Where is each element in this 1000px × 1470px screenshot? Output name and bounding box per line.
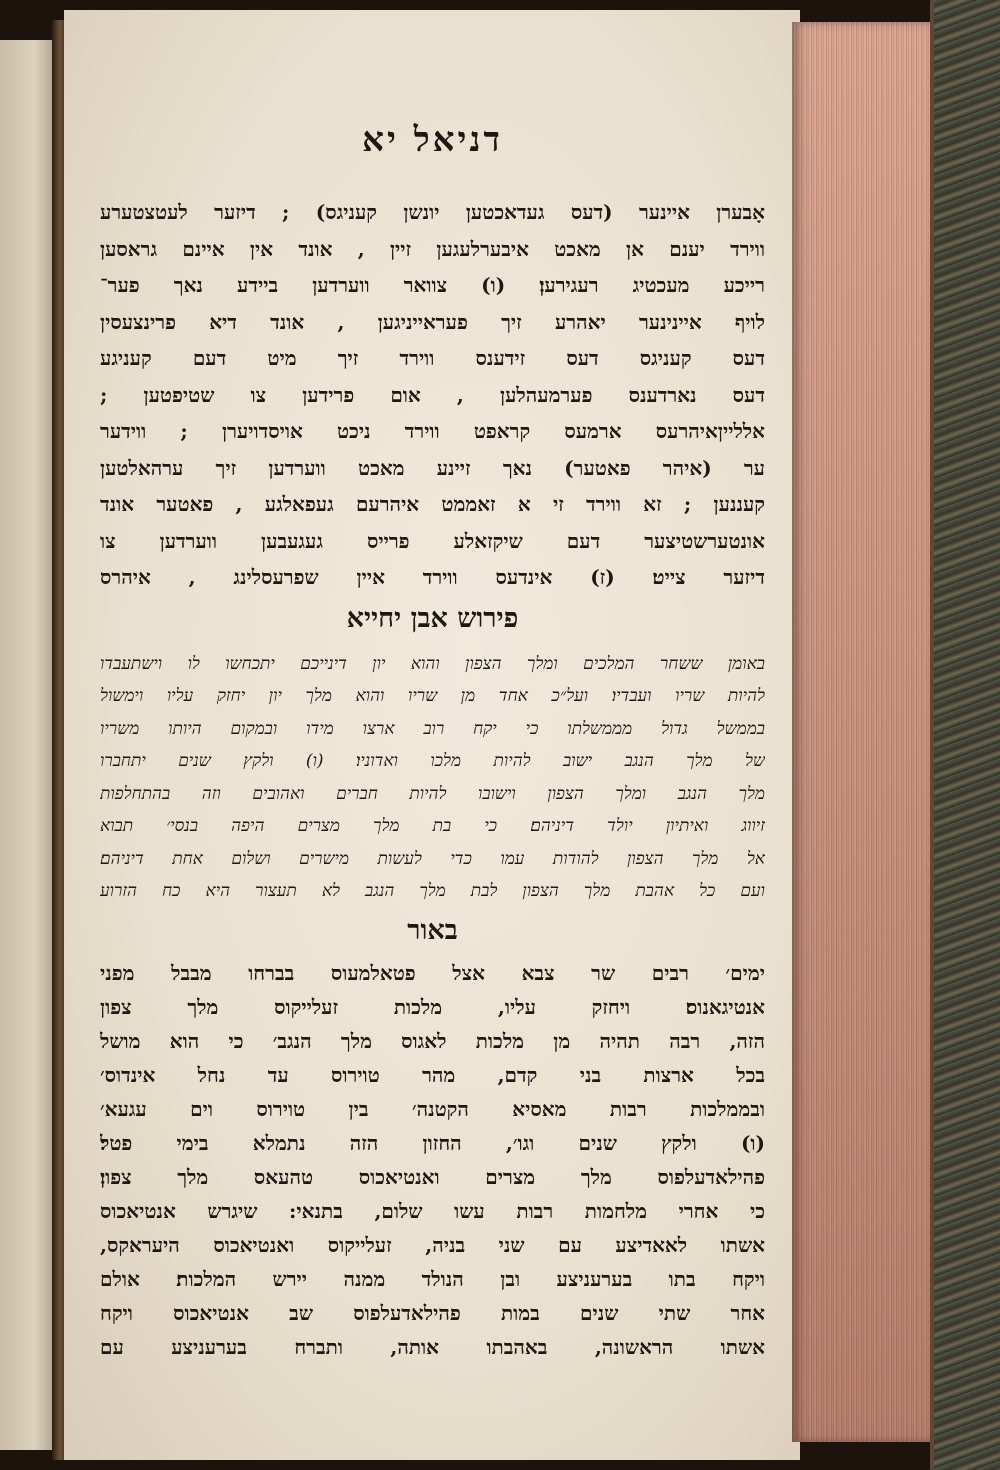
text-line: אללייןאיהרעס ארמעס קראפט ווירד ניכט אויסדויערן ; ווידער xyxy=(100,419,765,443)
biur-text xyxy=(100,956,765,1364)
text-line: אָבערן איינער (דעס געדאכטען יונשן קעניגס) ; דיזער לעטצטערע xyxy=(100,200,765,224)
text-line: אחר שתי שנים במות פהילאדעלפוס שב אנטיאכוס ויקח xyxy=(100,1300,765,1325)
text-line: קעננען ; זא ווירד זי א זאממט איהרעם געפאלגע , פאטער אונד xyxy=(100,492,765,516)
text-line: אשתו לאאדיצע עם שני בניה, זעלייקוס ואנטיאכוס היעראקס, xyxy=(100,1232,765,1257)
biur-title: באור xyxy=(407,914,458,946)
text-line: ווירד יענם אן מאכט איבערלעגען זיין , אונד אין איינם גראסען xyxy=(100,236,765,261)
text-line: מלך הנגב ומלך הצפון וישובו להיות חברים ואהובים וזה בהתחלפות xyxy=(100,783,765,804)
text-line: באומן ששחר המלכים ומלך הצפון והוא יון דינייכם יתכחשו לו וישתעבדו xyxy=(100,653,765,674)
text-line: (ו) ולקץ שנים וגו׳, החזון הזה נתמלא בימי פטל׃ xyxy=(100,1130,765,1155)
text-line: דעס נארדענס פערמעהלען , אום פרידען צו שטיפטען ; xyxy=(100,382,765,407)
text-line: אשתו הראשונה, באהבתו אותה, ותברח בערעניצע עם xyxy=(100,1334,765,1359)
text-line: זיווג ואיתיון יולד דיניהם׃ כי בת מלך מצרים היפה בנסי׳ תבוא xyxy=(100,816,765,836)
text-line: ימים׳ רבים שר צבא אצל פטאלמעוס בברחו מבבל מפני xyxy=(100,960,765,985)
book-cover xyxy=(930,0,1000,1470)
text-line: להיות שריו ועבדיו׃ ועל״כ אחד מן שריו והוא מלך יון יחזק עליו וימשול xyxy=(100,686,765,706)
left-page-edge xyxy=(0,40,58,1450)
page-edges xyxy=(792,22,932,1442)
text-line: של מלך הנגב ישוב להיות מלכו ואדוניו׃ (ו) ולקץ שנים יתחברו xyxy=(100,751,765,771)
text-line: אל מלך הצפון להודות עמו כדי לעשות מישרים ושלום אחת דיניהם׃ xyxy=(100,848,765,869)
text-line: ער (איהר פאטער) נאך זיינע מאכט ווערדען זיך ערהאלטען xyxy=(100,455,765,480)
commentary-title: פירוש אבן יחייא xyxy=(346,602,519,634)
text-line: ובממלכות רבות מאסיא הקטנה׳ בין טוירוס וים עגעא׳ xyxy=(100,1096,765,1121)
commentary-text xyxy=(100,648,765,908)
text-line: ויקח בתו בערעניצע ובן הנולד ממנה יירש המלכות׃ אולם xyxy=(100,1266,765,1291)
text-line: אנטיגאנוס׃ ויחזק עליו, מלכות זעלייקוס מלך צפון xyxy=(100,994,765,1019)
yiddish-translation xyxy=(100,194,765,596)
text-line: לויף איינינער יאהרע זיך פעראייניגען , אונד דיא פרינצעסין xyxy=(100,309,765,334)
text-line: דעס קעניגס דעס זידענס ווירד זיך מיט דעם קעניגע xyxy=(100,346,765,370)
text-line: ועם כל אהבת מלך הצפון לבת מלך הנגב לא תעצור היא כח הזרוע xyxy=(100,881,765,901)
text-line: בממשל גדול מממשלתו כי יקח רוב ארצו מידו ובמקום היותו משריו xyxy=(100,718,765,739)
running-head: דניאל יא xyxy=(362,120,503,160)
text-line: הזה, רבה תהיה מן מלכות לאגוס מלך הנגב׳ כי הוא מושל xyxy=(100,1028,765,1053)
text-line: כי אחרי מלחמות רבות עשו שלום, בתנאי: שיגרש אנטיאכוס xyxy=(100,1198,765,1223)
page-content xyxy=(100,110,765,1364)
text-line: אונטערשטיצער דעם שיקזאלע פרייס געגעבען ווערדען צו xyxy=(100,528,765,553)
text-line: דיזער צייט׃ (ז) אינדעס ווירד איין שפרעסלינג , איהרס xyxy=(100,565,765,589)
text-line: פהילאדעלפוס מלך מצרים ואנטיאכוס טהעאס מלך צפון׃ xyxy=(100,1164,765,1189)
text-line: רייכע מעכטיג רעגירען׃ (ו) צוואר ווערדען ביידע נאך פער־ xyxy=(100,273,765,297)
text-line: בכל ארצות בני קדם, מהר טוירוס עד נחל אינדוס׳ xyxy=(100,1062,765,1087)
